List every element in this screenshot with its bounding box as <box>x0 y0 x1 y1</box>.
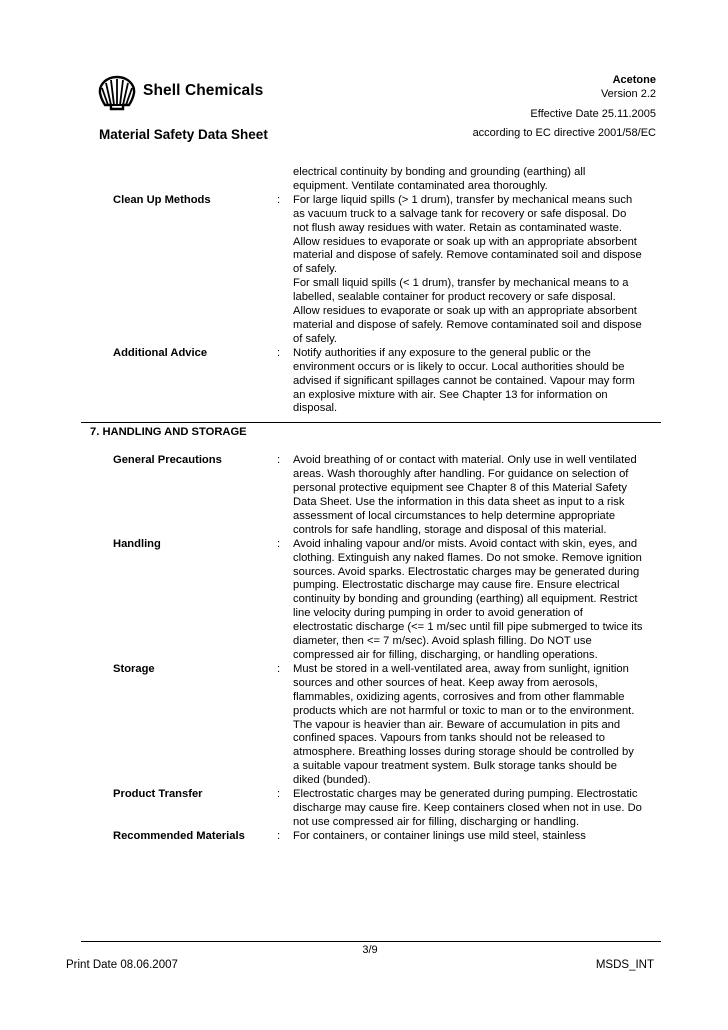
row-colon: : <box>277 346 281 359</box>
row-colon: : <box>277 662 281 675</box>
row-colon: : <box>277 537 281 550</box>
row-general-precautions <box>0 454 728 537</box>
print-date: Print Date 08.06.2007 <box>66 959 178 971</box>
page-number: 3/9 <box>362 944 378 956</box>
section-heading: 7. HANDLING AND STORAGE <box>90 426 247 439</box>
section-divider <box>81 422 661 423</box>
row-additional-advice <box>0 347 728 417</box>
brand-name: Shell Chemicals <box>143 82 264 99</box>
product-name: Acetone <box>612 74 656 86</box>
row-label: General Precautions <box>113 454 222 467</box>
row-label: Additional Advice <box>113 346 208 359</box>
directive-note: according to EC directive 2001/58/EC <box>472 127 656 139</box>
row-storage <box>0 663 728 788</box>
row-text: For large liquid spills (> 1 drum), transfer by mechanical means such as vacuum truck to a salvage tank for recovery or safe disposal. Do not flush away residues with water. Retain as contaminated waste. Allow residues to evaporate or soak up with an appropriate absorbent material and dispose of safely. Remove contaminated soil and dispose of safely. For small liquid spills (< 1 drum), transfer by mechanical means to a labelled, sealable container for product recovery or safe disposal. Allow residues to evaporate or soak up with an appropriate absorbent material and dispose of safely. Remove contaminated soil and dispose of safely. <box>293 193 642 345</box>
document-code: MSDS_INT <box>595 959 654 971</box>
row-text: For containers, or container linings use mild steel, stainless <box>293 829 586 842</box>
row-text: Avoid breathing of or contact with material. Only use in well ventilated areas. Wash thoroughly after handling. For guidance on selection of personal protective equipment see Chapter 8 of this Material Safety Data Sheet. Use the information in this data sheet as input to a risk assessment of local circumstances to help determine appropriate controls for safe handling, storage and disposal of this material. <box>293 454 637 536</box>
row-label: Product Transfer <box>113 788 203 801</box>
row-handling <box>0 538 728 663</box>
version-label: Version 2.2 <box>600 88 656 100</box>
document-title: Material Safety Data Sheet <box>99 127 268 142</box>
row-colon: : <box>277 829 281 842</box>
row-product-transfer <box>0 788 728 830</box>
row-label: Handling <box>113 537 161 550</box>
row-text: Must be stored in a well-ventilated area, away from sunlight, ignition sources and other sources of heat. Keep away from aerosols, flammables, oxidizing agents, corrosives and from other flammable products which are not harmful or toxic to man or to the environment. The vapour is heavier than air. Beware of accumulation in pits and confined spaces. Vapours from tanks should not be released to atmosphere. Breathing losses during storage should be controlled by a suitable vapour treatment system. Bulk storage tanks should be diked (bunded). <box>293 662 635 787</box>
row-text: Avoid inhaling vapour and/or mists. Avoid contact with skin, eyes, and clothing. Extinguish any naked flames. Do not smoke. Remove ignition sources. Avoid sparks. Electrostatic charges may be generated during pumping. Electrostatic discharge may cause fire. Ensure electrical continuity by bonding and grounding (earthing) all equipment. Restrict line velocity during pumping in order to avoid generation of electrostatic discharge (<= 1 m/sec until fill pipe submerged to twice its diameter, then <= 7 m/sec). Avoid splash filling. Do NOT use compressed air for filling, discharging, or handling operations. <box>293 537 643 661</box>
row-colon: : <box>277 788 281 801</box>
document-body <box>0 166 728 844</box>
shell-logo-icon <box>97 74 137 112</box>
effective-date: Effective Date 25.11.2005 <box>530 108 656 120</box>
row-clean-up-methods <box>0 194 728 347</box>
row-label: Storage <box>113 662 155 675</box>
row-colon: : <box>277 454 281 467</box>
footer-divider <box>81 941 661 942</box>
row-colon: : <box>277 193 281 206</box>
row-label: Clean Up Methods <box>113 193 211 206</box>
row-text: Notify authorities if any exposure to the general public or the environment occurs or is likely to occur. Local authorities should be advised if significant spillages cannot be contained. Vapour may form an explosive mixture with air. See Chapter 13 for information on disposal. <box>293 346 635 415</box>
row-text: Electrostatic charges may be generated during pumping. Electrostatic discharge may cause fire. Keep containers closed when not in use. Do not use compressed air for filling, discharging or handling. <box>293 788 642 828</box>
row-recommended-materials <box>0 830 728 844</box>
continued-text: electrical continuity by bonding and grounding (earthing) all equipment. Ventilate contaminated area thoroughly. <box>293 166 586 192</box>
row-label: Recommended Materials <box>113 829 245 842</box>
